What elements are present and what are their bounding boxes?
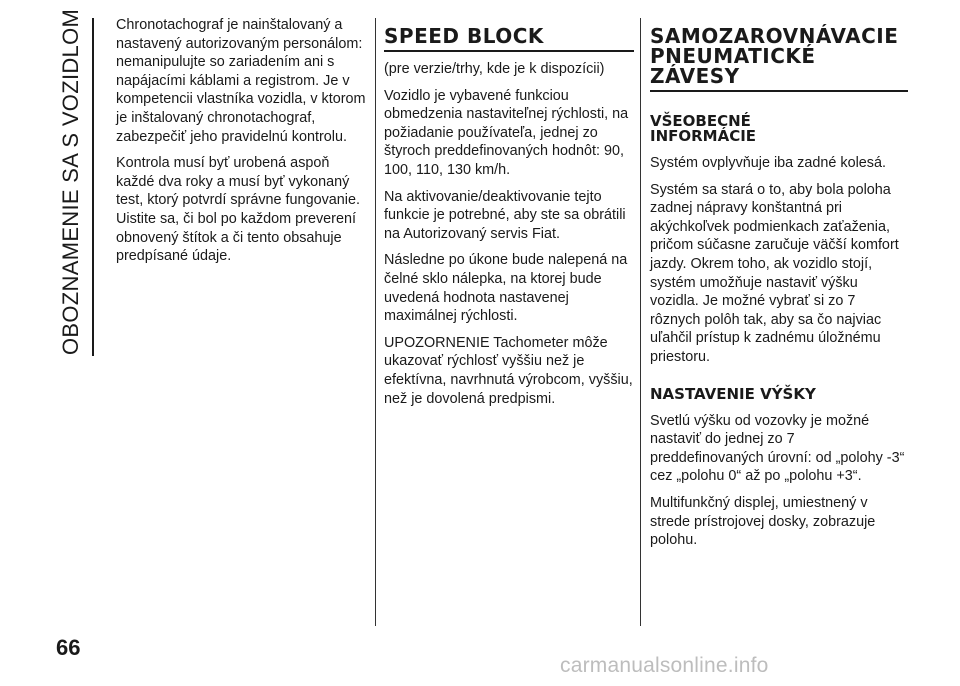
column-divider-1 <box>375 18 376 626</box>
heading-line: ZÁVESY <box>650 64 740 88</box>
section-heading-speed-block: SPEED BLOCK <box>384 26 634 52</box>
paragraph: (pre verzie/trhy, kde je k dispozícii) <box>384 61 605 77</box>
paragraph: UPOZORNENIE Tachometer môže ukazovať rýchlosť vyššiu než je efektívna, navrhnutá výrobcom, vyššiu, než je dovolená predpismi. <box>384 334 633 407</box>
section-heading-suspension <box>650 26 908 92</box>
paragraph: Chronotachograf je nainštalovaný a nastavený autorizovaným personálom: nemanipulujte so zariadením ani s napájacími káblami a registrom. Je v kompetencii vlastníka vozidla, v ktorom je inštalovaný chronotachograf, zabezpečiť jeho pravidelnú kontrolu. <box>116 17 366 145</box>
chapter-bar <box>92 18 94 356</box>
column-2 <box>384 14 634 416</box>
subheading-line: INFORMÁCIE <box>650 127 757 145</box>
subheading-line: VŠEOBECNÉ <box>650 112 751 130</box>
chapter-title: OBOZNAMENIE SA S VOZIDLOM <box>58 8 83 355</box>
heading-line: PNEUMATICKÉ <box>650 44 816 68</box>
page-number: 66 <box>56 635 81 660</box>
paragraph: Na aktivovanie/deaktivovanie tejto funkcie je potrebné, aby ste sa obrátili na Autorizovaný servis Fiat. <box>384 188 626 242</box>
paragraph: Následne po úkone bude nalepená na čelné sklo nálepka, na ktorej bude uvedená hodnota nastavenej maximálnej rýchlosti. <box>384 252 628 325</box>
watermark-text: carmanualsonline.info <box>560 654 769 677</box>
paragraph: Vozidlo je vybavené funkciou obmedzenia nastaviteľnej rýchlosti, na požiadanie používateľa, jednej zo štyroch preddefinovaných hodnôt: 90, 100, 110, 130 km/h. <box>384 87 629 178</box>
column-3 <box>650 14 908 558</box>
paragraph: Svetlú výšku od vozovky je možné nastaviť do jednej zo 7 preddefinovaných úrovní: od „polohy -3“ cez „polohu 0“ až po „polohu +3“. <box>650 412 905 485</box>
heading-line: SAMOZAROVNÁVACIE <box>650 24 899 48</box>
paragraph: Systém sa stará o to, aby bola poloha zadnej nápravy konštantná pri akýchkoľvek podmienkach zaťaženia, pričom súčasne zaručuje väčší komfort jazdy. Okrem toho, ak vozidlo stojí, systém umožňuje nastaviť výšku vozidla. Je možné vybrať si zo 7 rôznych polôh tak, aby sa čo najviac uľahčil prístup k zadnému úložnému priestoru. <box>650 181 899 365</box>
paragraph: Kontrola musí byť urobená aspoň každé dva roky a musí byť vykonaný test, ktorý potvrdí správne fungovanie. Uistite sa, či bol po každom preverení obnovený štítok a či tento obsahuje predpísané údaje. <box>116 155 360 265</box>
subheading-general-info <box>650 114 908 144</box>
paragraph: Systém ovplyvňuje iba zadné kolesá. <box>650 155 886 171</box>
subheading-height-setting: NASTAVENIE VÝŠKY <box>650 384 816 403</box>
column-divider-2 <box>640 18 641 626</box>
paragraph: Multifunkčný displej, umiestnený v strede prístrojovej dosky, zobrazuje polohu. <box>650 494 876 549</box>
column-1 <box>116 16 368 274</box>
